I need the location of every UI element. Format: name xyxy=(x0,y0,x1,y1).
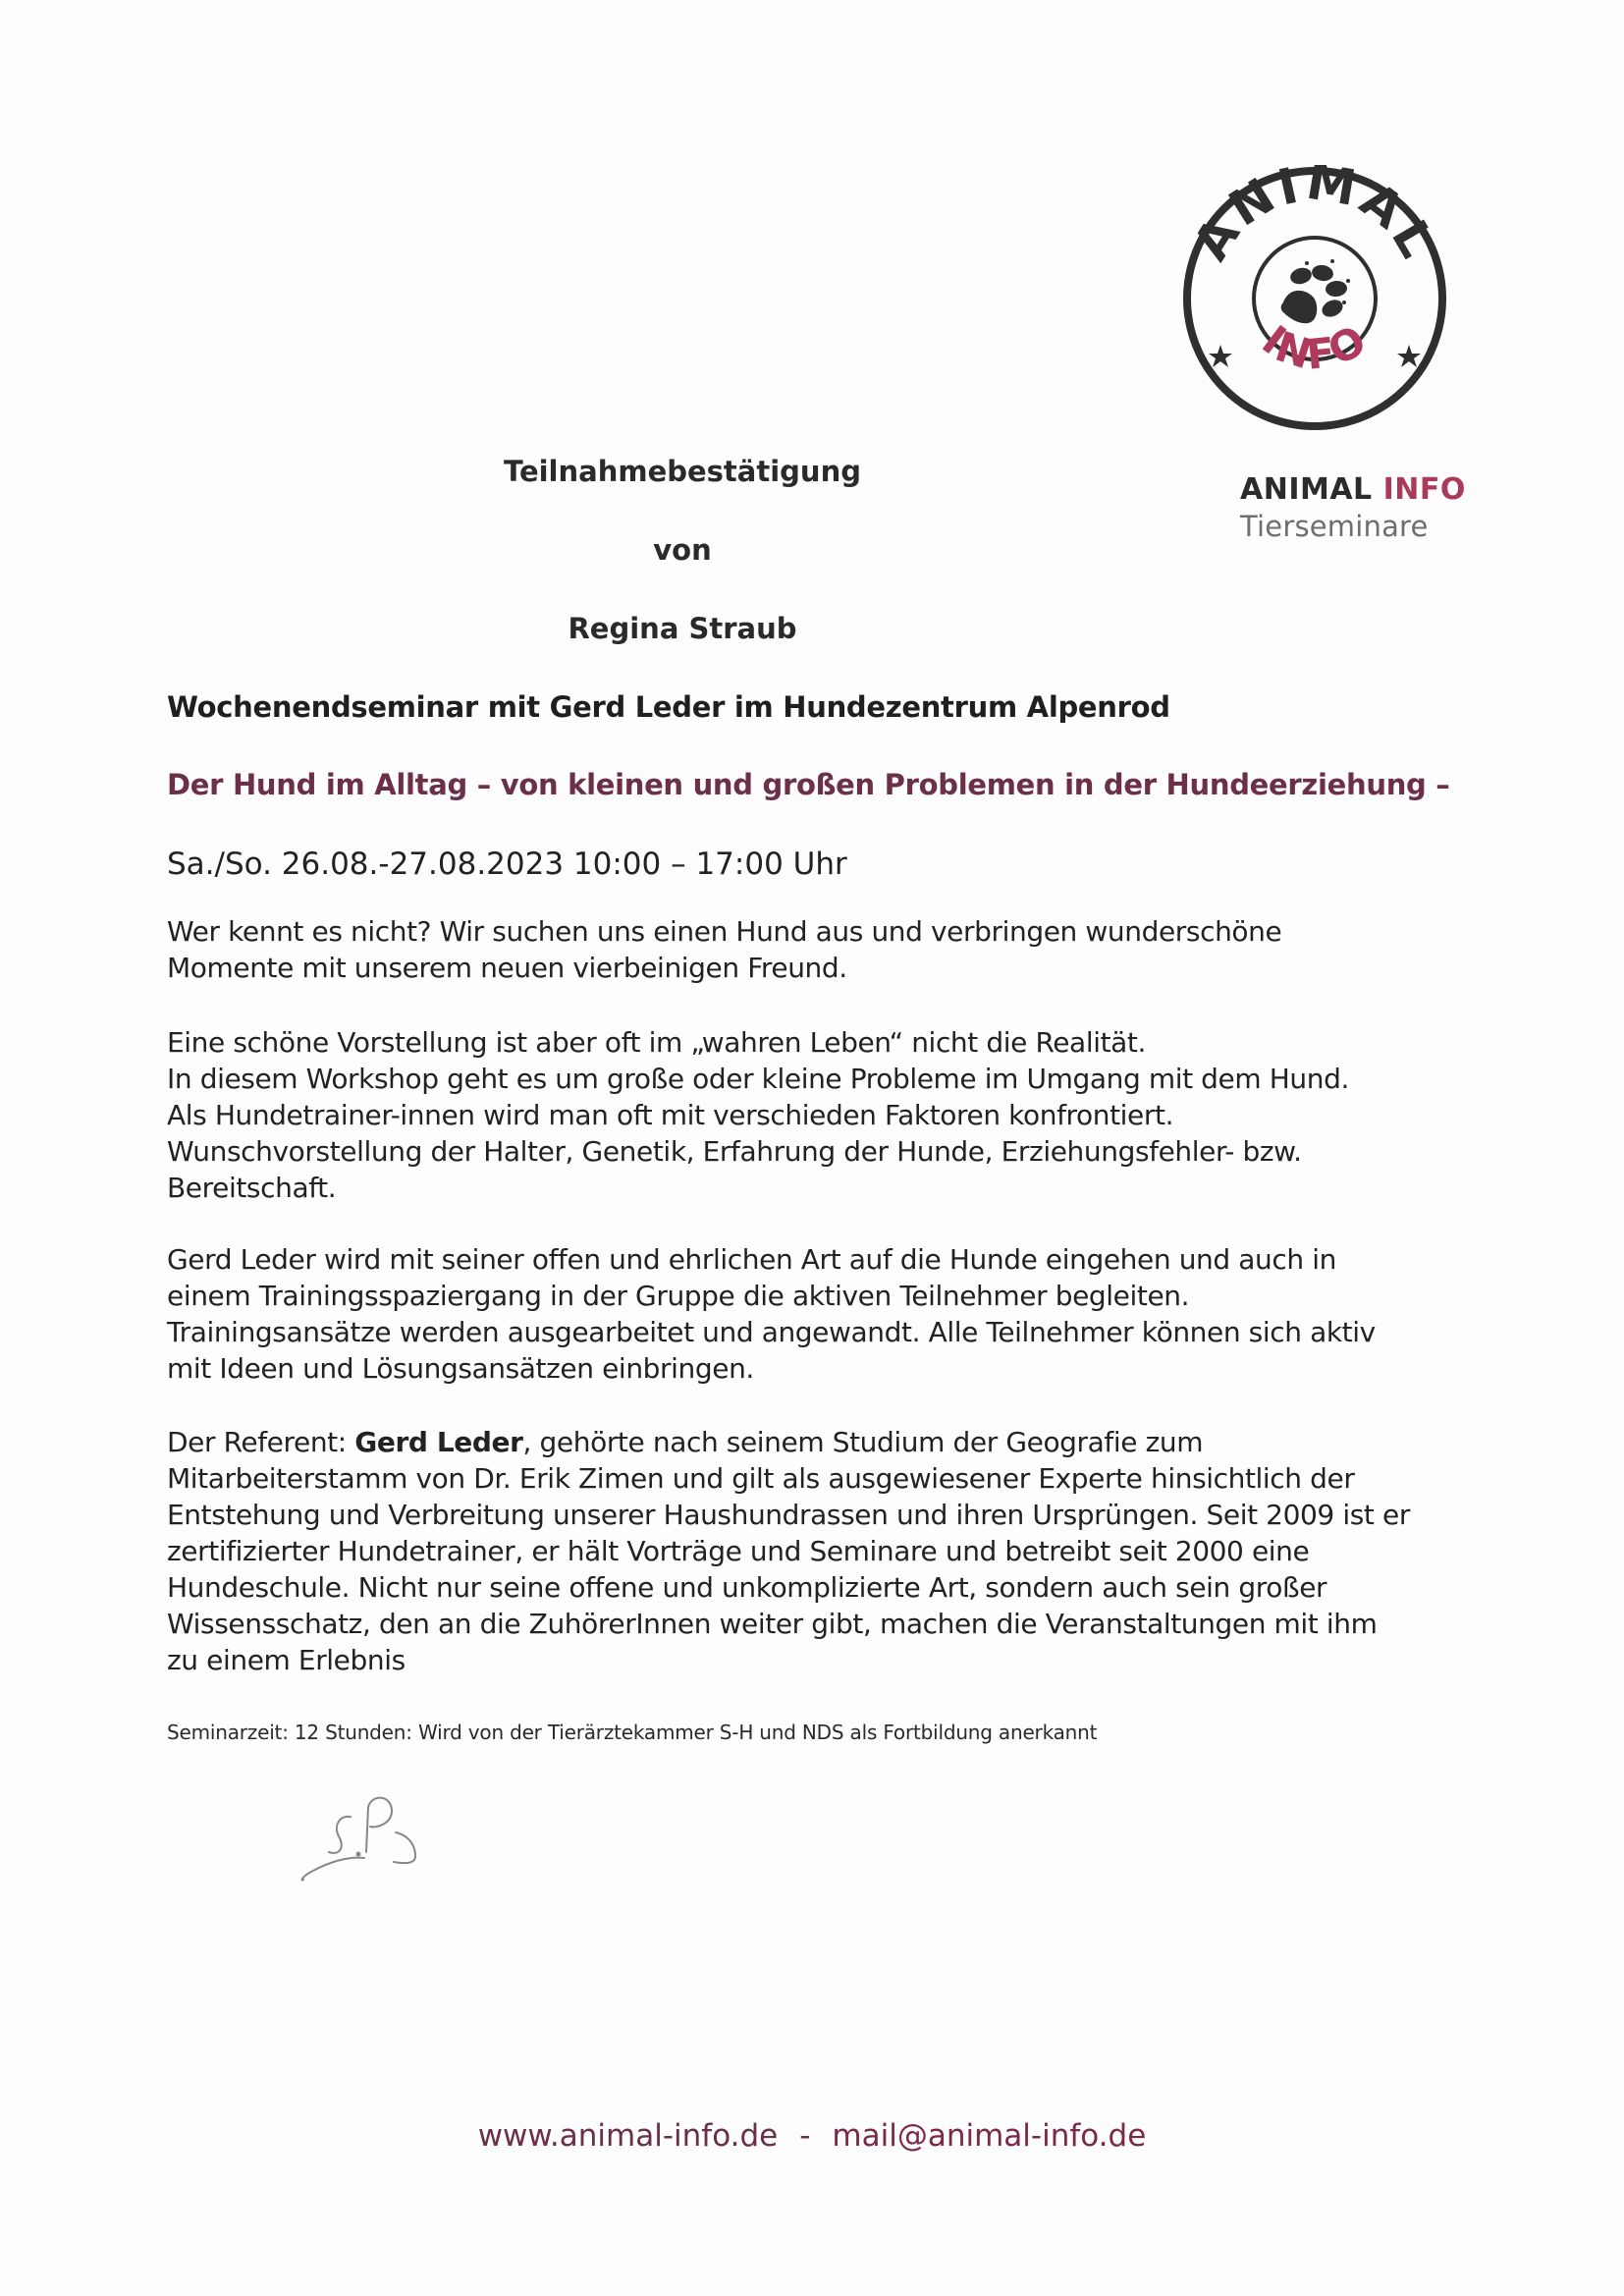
paragraph-line: mit Ideen und Lösungsansätzen einbringen. xyxy=(167,1352,754,1385)
paragraph-line: Mitarbeiterstamm von Dr. Erik Zimen und gilt als ausgewiesener Experte hinsichtlich der xyxy=(167,1462,1355,1495)
paragraph-line: Entstehung und Verbreitung unserer Haushundrassen und ihren Ursprüngen. Seit 2009 ist er xyxy=(167,1499,1410,1531)
brand-name-info: INFO xyxy=(1382,472,1466,507)
paragraph-line: Trainingsansätze werden ausgearbeitet und angewandt. Alle Teilnehmer können sich aktiv xyxy=(167,1316,1376,1348)
logo-badge-icon xyxy=(1181,165,1448,432)
animal-info-logo xyxy=(1181,165,1448,432)
event-date-time: Sa./So. 26.08.-27.08.2023 10:00 – 17:00 Uhr xyxy=(167,847,847,882)
speaker-lead: Der Referent: xyxy=(167,1426,355,1458)
paragraph-line: Bereitschaft. xyxy=(167,1172,337,1204)
website-link[interactable]: www.animal-info.de xyxy=(477,2118,779,2154)
document-title: Teilnahmebestätigung xyxy=(504,455,861,488)
paragraph-trainer xyxy=(167,1241,1473,1387)
paragraph-line: einem Trainingsspaziergang in der Gruppe die aktiven Teilnehmer begleiten. xyxy=(167,1280,1190,1312)
speaker-line-rest: , gehörte nach seinem Studium der Geografie zum xyxy=(522,1426,1204,1458)
brand-name xyxy=(1240,472,1466,508)
title-von: von xyxy=(653,533,712,567)
brand-tagline: Tierseminare xyxy=(1240,510,1429,543)
event-subtitle: Der Hund im Alltag – von kleinen und großen Problemen in der Hundeerziehung – xyxy=(167,768,1450,801)
paragraph-line: Hundeschule. Nicht nur seine offene und unkomplizierte Art, sondern auch sein großer xyxy=(167,1571,1327,1604)
paragraph-line: Wissensschatz, den an die ZuhörerInnen weiter gibt, machen die Veranstaltungen mit ihm xyxy=(167,1608,1378,1640)
brand-name-animal: ANIMAL xyxy=(1240,472,1373,507)
paragraph-speaker-bio xyxy=(167,1424,1473,1678)
paragraph-line: zertifizierter Hundetrainer, er hält Vorträge und Seminare und betreibt seit 2000 eine xyxy=(167,1535,1310,1567)
paragraph-line: Wunschvorstellung der Halter, Genetik, Erfahrung der Hunde, Erziehungsfehler- bzw. xyxy=(167,1135,1302,1168)
brand-block xyxy=(1240,472,1466,545)
speaker-name: Gerd Leder xyxy=(354,1426,523,1458)
paragraph-line: Eine schöne Vorstellung ist aber oft im „wahren Leben“ nicht die Realität. xyxy=(167,1026,1146,1059)
signature-scribble-icon xyxy=(290,1787,496,1895)
participant-name: Regina Straub xyxy=(568,612,797,645)
paragraph-line: In diesem Workshop geht es um große oder kleine Probleme im Umgang mit dem Hund. xyxy=(167,1063,1349,1095)
email-link[interactable]: mail@animal-info.de xyxy=(832,2118,1147,2154)
footer-separator: - xyxy=(799,2118,811,2154)
paragraph-line: Gerd Leder wird mit seiner offen und ehrlichen Art auf die Hunde eingehen und auch in xyxy=(167,1243,1336,1276)
footer-contact xyxy=(0,2118,1624,2154)
svg-text:INFO: INFO xyxy=(1253,314,1377,379)
paragraph-intro xyxy=(167,913,1473,986)
seminar-time-note: Seminarzeit: 12 Stunden: Wird von der Tierärztekammer S-H und NDS als Fortbildung anerkannt xyxy=(167,1721,1098,1744)
paw-print-icon xyxy=(1281,259,1350,323)
paragraph-line: Momente mit unserem neuen vierbeinigen Freund. xyxy=(167,952,847,984)
svg-text:ANIMAL: ANIMAL xyxy=(1182,165,1448,270)
signature xyxy=(290,1787,496,1895)
paragraph-line xyxy=(167,1424,1473,1460)
paragraph-workshop xyxy=(167,1024,1473,1206)
event-headline: Wochenendseminar mit Gerd Leder im Hundezentrum Alpenrod xyxy=(167,690,1170,724)
paragraph-line: zu einem Erlebnis xyxy=(167,1644,406,1676)
paragraph-line: Als Hundetrainer-innen wird man oft mit verschieden Faktoren konfrontiert. xyxy=(167,1099,1174,1131)
paragraph-line: Wer kennt es nicht? Wir suchen uns einen Hund aus und verbringen wunderschöne xyxy=(167,915,1282,948)
